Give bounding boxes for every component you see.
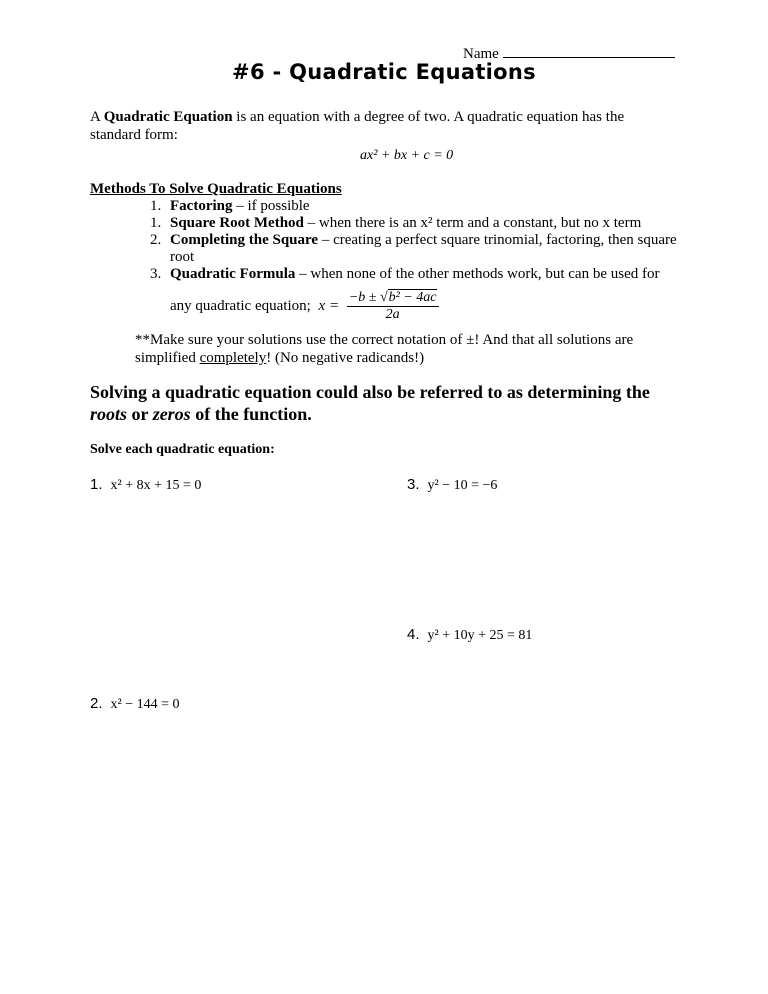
method-desc: – creating a perfect square trinomial, factoring, then square root [170,232,677,265]
problem-number: 2. [90,695,103,712]
quadratic-formula-line [170,290,439,323]
intro-text: is an equation with a degree of two. A quadratic equation has the standard form: [90,109,625,143]
formula-lhs: x = [318,297,340,314]
notation-note [135,331,695,367]
method-number: 2. [150,232,162,248]
note-part1: **Make sure your solutions use the correct notation of ±! And that all solutions are simplified [135,332,634,366]
heading2-roots: roots [90,404,128,424]
heading2-part2: of the function. [190,404,312,424]
problem-equation: x² − 144 = 0 [110,697,180,712]
problem-equation: y² − 10 = −6 [427,478,498,493]
method-item [150,266,690,283]
method-name: Square Root Method [170,215,304,231]
methods-list [150,198,690,283]
page-title: #6 - Quadratic Equations [232,60,536,84]
method-desc: – when none of the other methods work, but can be used for [295,266,660,282]
name-label: Name [463,46,499,62]
intro-term: Quadratic Equation [103,109,233,125]
method-number: 1. [150,215,162,231]
formula-prefix: any quadratic equation; [170,297,311,314]
formula-denominator: 2a [385,307,400,322]
problem-number: 3. [407,476,420,493]
problem-3 [407,476,497,494]
formula-numerator-a: −b ± [348,290,380,305]
heading2-part1: Solving a quadratic equation could also be referred to as determining the [90,382,650,402]
method-item [150,198,690,215]
method-desc: – if possible [232,198,310,214]
problem-1 [90,476,201,494]
problem-equation: y² + 10y + 25 = 81 [427,628,533,643]
method-item [150,215,690,232]
standard-form: ax² + bx + c = 0 [360,148,454,163]
problem-4 [407,626,532,644]
note-part2: ! (No negative radicands!) [266,350,425,366]
heading2-or: or [127,404,153,424]
method-name: Completing the Square [170,232,319,248]
formula-numerator: −b ± √b² − 4ac [348,290,437,305]
method-item [150,232,690,266]
problem-number: 1. [90,476,103,493]
note-underlined: completely [199,350,267,366]
formula-radicand: b² − 4ac [388,290,437,305]
intro-paragraph: A Quadratic Equation is an equation with a degree of two. A quadratic equation has the standard form: [90,109,625,143]
method-number: 3. [150,266,162,282]
methods-heading: Methods To Solve Quadratic Equations [90,181,342,197]
roots-heading [90,381,690,425]
solve-instructions: Solve each quadratic equation: [90,442,275,457]
method-number: 1. [150,198,162,214]
method-name: Quadratic Formula [170,266,296,282]
heading2-zeros: zeros [152,404,191,424]
name-blank-line[interactable] [503,44,675,58]
method-desc: – when there is an x² term and a constant, but no x term [303,215,642,231]
method-name: Factoring [170,198,233,214]
quadratic-formula-fraction [347,290,439,323]
problem-equation: x² + 8x + 15 = 0 [110,478,202,493]
problem-2 [90,695,180,713]
problem-number: 4. [407,626,420,643]
